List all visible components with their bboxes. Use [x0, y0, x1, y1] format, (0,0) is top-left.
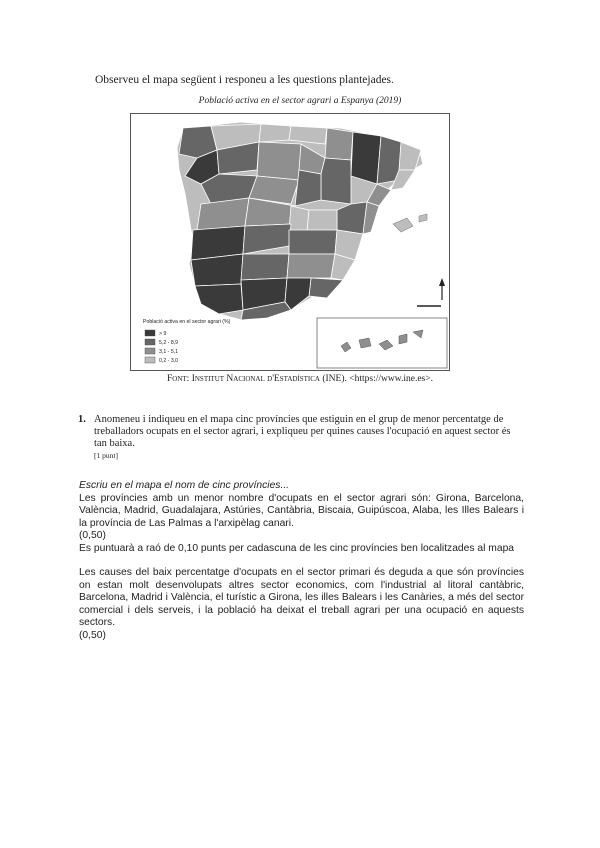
source-url: <https://www.ine.es>.: [349, 374, 433, 384]
answer-score-3: (0,50): [79, 629, 106, 641]
answer-heading: Escriu en el mapa el nom de cinc províncies...: [79, 480, 290, 491]
province-madrid: [289, 206, 309, 232]
province-guadalajara: [307, 210, 337, 232]
province-zaragoza: [321, 158, 351, 204]
legend-label: 3,1 - 5,1: [159, 349, 179, 356]
legend: [145, 330, 178, 364]
province-soria: [295, 170, 321, 206]
province-burgos: [257, 142, 301, 180]
question-points: [1 punt]: [94, 451, 118, 460]
province-huesca: [351, 132, 381, 184]
province-ciudad-real: [241, 254, 289, 280]
province-huelva-sevilla: [195, 284, 243, 314]
intro-text: Observeu el mapa següent i responeu a les questions plantejades.: [95, 74, 394, 86]
province-cuenca: [289, 230, 337, 254]
legend-label: 0,2 - 3,0: [159, 358, 179, 365]
map-source: [0, 374, 600, 384]
province-navarra: [325, 128, 353, 160]
map-figure: [130, 113, 450, 371]
answer-paragraph-3: Les causes del baix percentatge d'ocupats en el sector primari és deguda a que són províncies on estan molt desenvolupats altres sector economics, com l'industrial al litoral cantàbric, Barcelona, Madrid i València, el turístic a Girona, les illes Balears i les Canàries, a més del sector comercial i dels serveis, i la població ha deixat el treball agrari per una ocupació en aquests sectors.: [79, 567, 524, 628]
spain-province-map: [131, 114, 449, 370]
answer-score-1: (0,50): [79, 530, 106, 541]
legend-label: > 9: [159, 331, 167, 338]
legend-label: 5,2 - 8,9: [159, 340, 179, 347]
legend-title: Població activa en el sector agrari (%): [143, 319, 231, 325]
question-number: 1.: [78, 414, 86, 425]
answer-paragraph-1: Les províncies amb un menor nombre d'ocupats en el sector agrari són: Girona, Barcelona, València, Madrid, Guadalajara, Astúries, Cantàbria, Biscaia, Guipúscoa, Alaba, les Illes Balears i la província de Las Palmas a l'arxipèlag canari.: [79, 492, 524, 529]
province-murcia: [309, 278, 343, 298]
source-prefix: Font:: [167, 374, 192, 384]
province-cantabria: [259, 124, 291, 142]
legend-swatch: [145, 357, 155, 363]
legend-swatch: [145, 348, 155, 354]
map-title: Població activa en el sector agrari a Espanya (2019): [198, 96, 402, 106]
question-text: Anomeneu i indiqueu en el mapa cinc províncies que estiguin en el grup de menor percentatge de treballadors ocupats en el sector agrari, i expliqueu per quines causes l'ocupació en aquest sector és tan baixa.: [94, 414, 511, 449]
province-badajoz: [191, 254, 243, 286]
province-albacete: [287, 254, 335, 278]
north-arrow-head: [439, 278, 445, 286]
legend-swatch: [145, 339, 155, 345]
answer-paragraph-2: Es puntuarà a raó de 0,10 punts per cadascuna de les cinc províncies ben localitzades al mapa: [79, 542, 515, 554]
source-org: Institut Nacional d'Estadística (INE).: [191, 374, 347, 384]
balearic-islands: [393, 214, 427, 232]
legend-swatch: [145, 330, 155, 336]
answer-block: [79, 480, 524, 642]
